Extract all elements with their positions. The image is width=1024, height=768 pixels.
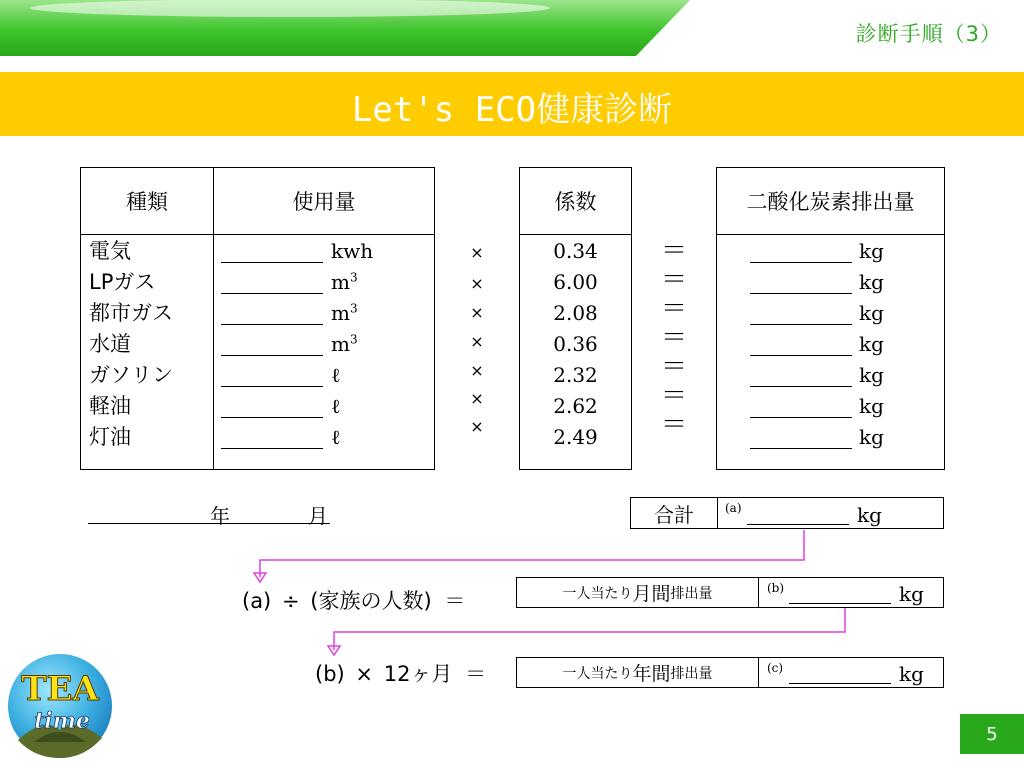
year-label: 年 (210, 504, 230, 528)
usage-input-gasoline[interactable] (221, 386, 323, 387)
total-label: 合計 (654, 502, 694, 527)
coefficient-value: 0.36 (553, 332, 598, 356)
month-label: 月 (308, 504, 328, 528)
unit-water: $m^3$ (331, 332, 358, 356)
times-sign: × (470, 417, 484, 436)
co2-input-city-gas[interactable] (750, 324, 852, 325)
times-sign: × (355, 662, 374, 686)
unit-lp-gas: $m^3$ (331, 270, 358, 294)
usage-table-header (81, 168, 434, 235)
unit-gasoline: ℓ (331, 363, 341, 387)
equals-sign: ＝ (660, 352, 687, 382)
page-title: Let's ECO健康診断 (351, 90, 673, 130)
unit-electricity: kwh (331, 239, 374, 263)
coefficient-header: 係数 (520, 168, 631, 235)
usage-table (80, 167, 435, 470)
yearly-input[interactable] (789, 683, 891, 684)
times-sign: × (470, 303, 484, 322)
family-count: (家族の人数) (310, 589, 432, 613)
co2-unit: kg (859, 394, 884, 418)
times-sign: × (470, 361, 484, 380)
unit-diesel: ℓ (331, 394, 341, 418)
times-sign: × (470, 274, 484, 293)
type-kerosene: 灯油 (89, 425, 131, 449)
equals-sign: ＝ (660, 265, 687, 295)
date-input-line[interactable] (88, 523, 330, 524)
total-input[interactable] (747, 524, 849, 525)
co2-unit: kg (859, 425, 884, 449)
monthly-unit: kg (899, 582, 924, 606)
times-sign: × (470, 332, 484, 351)
total-box (630, 497, 944, 529)
yearly-box (516, 657, 944, 688)
times-sign: × (470, 243, 484, 262)
co2-input-gasoline[interactable] (750, 386, 852, 387)
co2-unit: kg (859, 301, 884, 325)
coefficient-value: 6.00 (553, 270, 598, 294)
equals-sign: ＝ (660, 236, 687, 266)
formula-b: (b) (315, 662, 345, 686)
co2-input-kerosene[interactable] (750, 448, 852, 449)
yearly-formula (315, 658, 486, 688)
type-column-header: 種類 (126, 190, 168, 214)
type-city-gas: 都市ガス (89, 301, 173, 325)
yearly-unit: kg (899, 662, 924, 686)
usage-input-water[interactable] (221, 355, 323, 356)
yearly-label: 一人当たり 年間 排出量 (517, 658, 759, 687)
equals-sign: ＝ (660, 323, 687, 353)
amount-column-header: 使用量 (292, 190, 356, 214)
co2-table (716, 167, 945, 470)
monthly-box (516, 577, 944, 608)
coefficient-value: 0.34 (553, 239, 598, 263)
type-lp-gas: LPガス (89, 270, 156, 294)
coefficient-value: 2.49 (553, 425, 598, 449)
usage-input-city-gas[interactable] (221, 324, 323, 325)
coefficient-value: 2.08 (553, 301, 598, 325)
svg-text:TEA: TEA (21, 669, 99, 709)
co2-input-diesel[interactable] (750, 417, 852, 418)
monthly-input[interactable] (789, 603, 891, 604)
coefficient-table (519, 167, 632, 470)
formula-a: (a) (242, 589, 272, 613)
usage-input-diesel[interactable] (221, 417, 323, 418)
equals-sign: ＝ (465, 662, 487, 686)
coefficient-value: 2.32 (553, 363, 598, 387)
svg-text:time: time (34, 708, 90, 734)
usage-table-divider (213, 168, 214, 469)
co2-input-water[interactable] (750, 355, 852, 356)
page-number: 5 (960, 714, 1024, 754)
usage-input-lp-gas[interactable] (221, 293, 323, 294)
divide-sign: ÷ (281, 589, 300, 613)
twelve-months: 12ヶ月 (383, 662, 453, 686)
co2-unit: kg (859, 332, 884, 356)
yearly-marker: (c) (767, 661, 784, 675)
total-marker: (a) (725, 501, 742, 515)
equals-sign: ＝ (660, 381, 687, 411)
total-unit: kg (857, 503, 882, 527)
total-divider (717, 498, 718, 528)
type-electricity: 電気 (89, 239, 131, 263)
type-diesel: 軽油 (89, 394, 131, 418)
co2-input-electricity[interactable] (750, 262, 852, 263)
equals-sign: ＝ (444, 589, 466, 613)
equals-sign: ＝ (660, 294, 687, 324)
coefficient-value: 2.62 (553, 394, 598, 418)
co2-unit: kg (859, 239, 884, 263)
section-title: 診断手順（3） (855, 22, 1002, 46)
unit-kerosene: ℓ (331, 425, 341, 449)
usage-input-electricity[interactable] (221, 262, 323, 263)
times-sign: × (470, 389, 484, 408)
equals-sign: ＝ (660, 410, 687, 440)
monthly-label: 一人当たり 月間 排出量 (517, 578, 759, 607)
co2-unit: kg (859, 363, 884, 387)
unit-city-gas: $m^3$ (331, 301, 358, 325)
co2-unit: kg (859, 270, 884, 294)
monthly-marker: (b) (767, 581, 785, 595)
co2-header: 二酸化炭素排出量 (717, 168, 944, 235)
monthly-formula (242, 585, 465, 615)
co2-input-lp-gas[interactable] (750, 293, 852, 294)
type-gasoline: ガソリン (89, 363, 173, 387)
type-water: 水道 (89, 332, 131, 356)
tea-time-logo (4, 650, 116, 762)
usage-input-kerosene[interactable] (221, 448, 323, 449)
